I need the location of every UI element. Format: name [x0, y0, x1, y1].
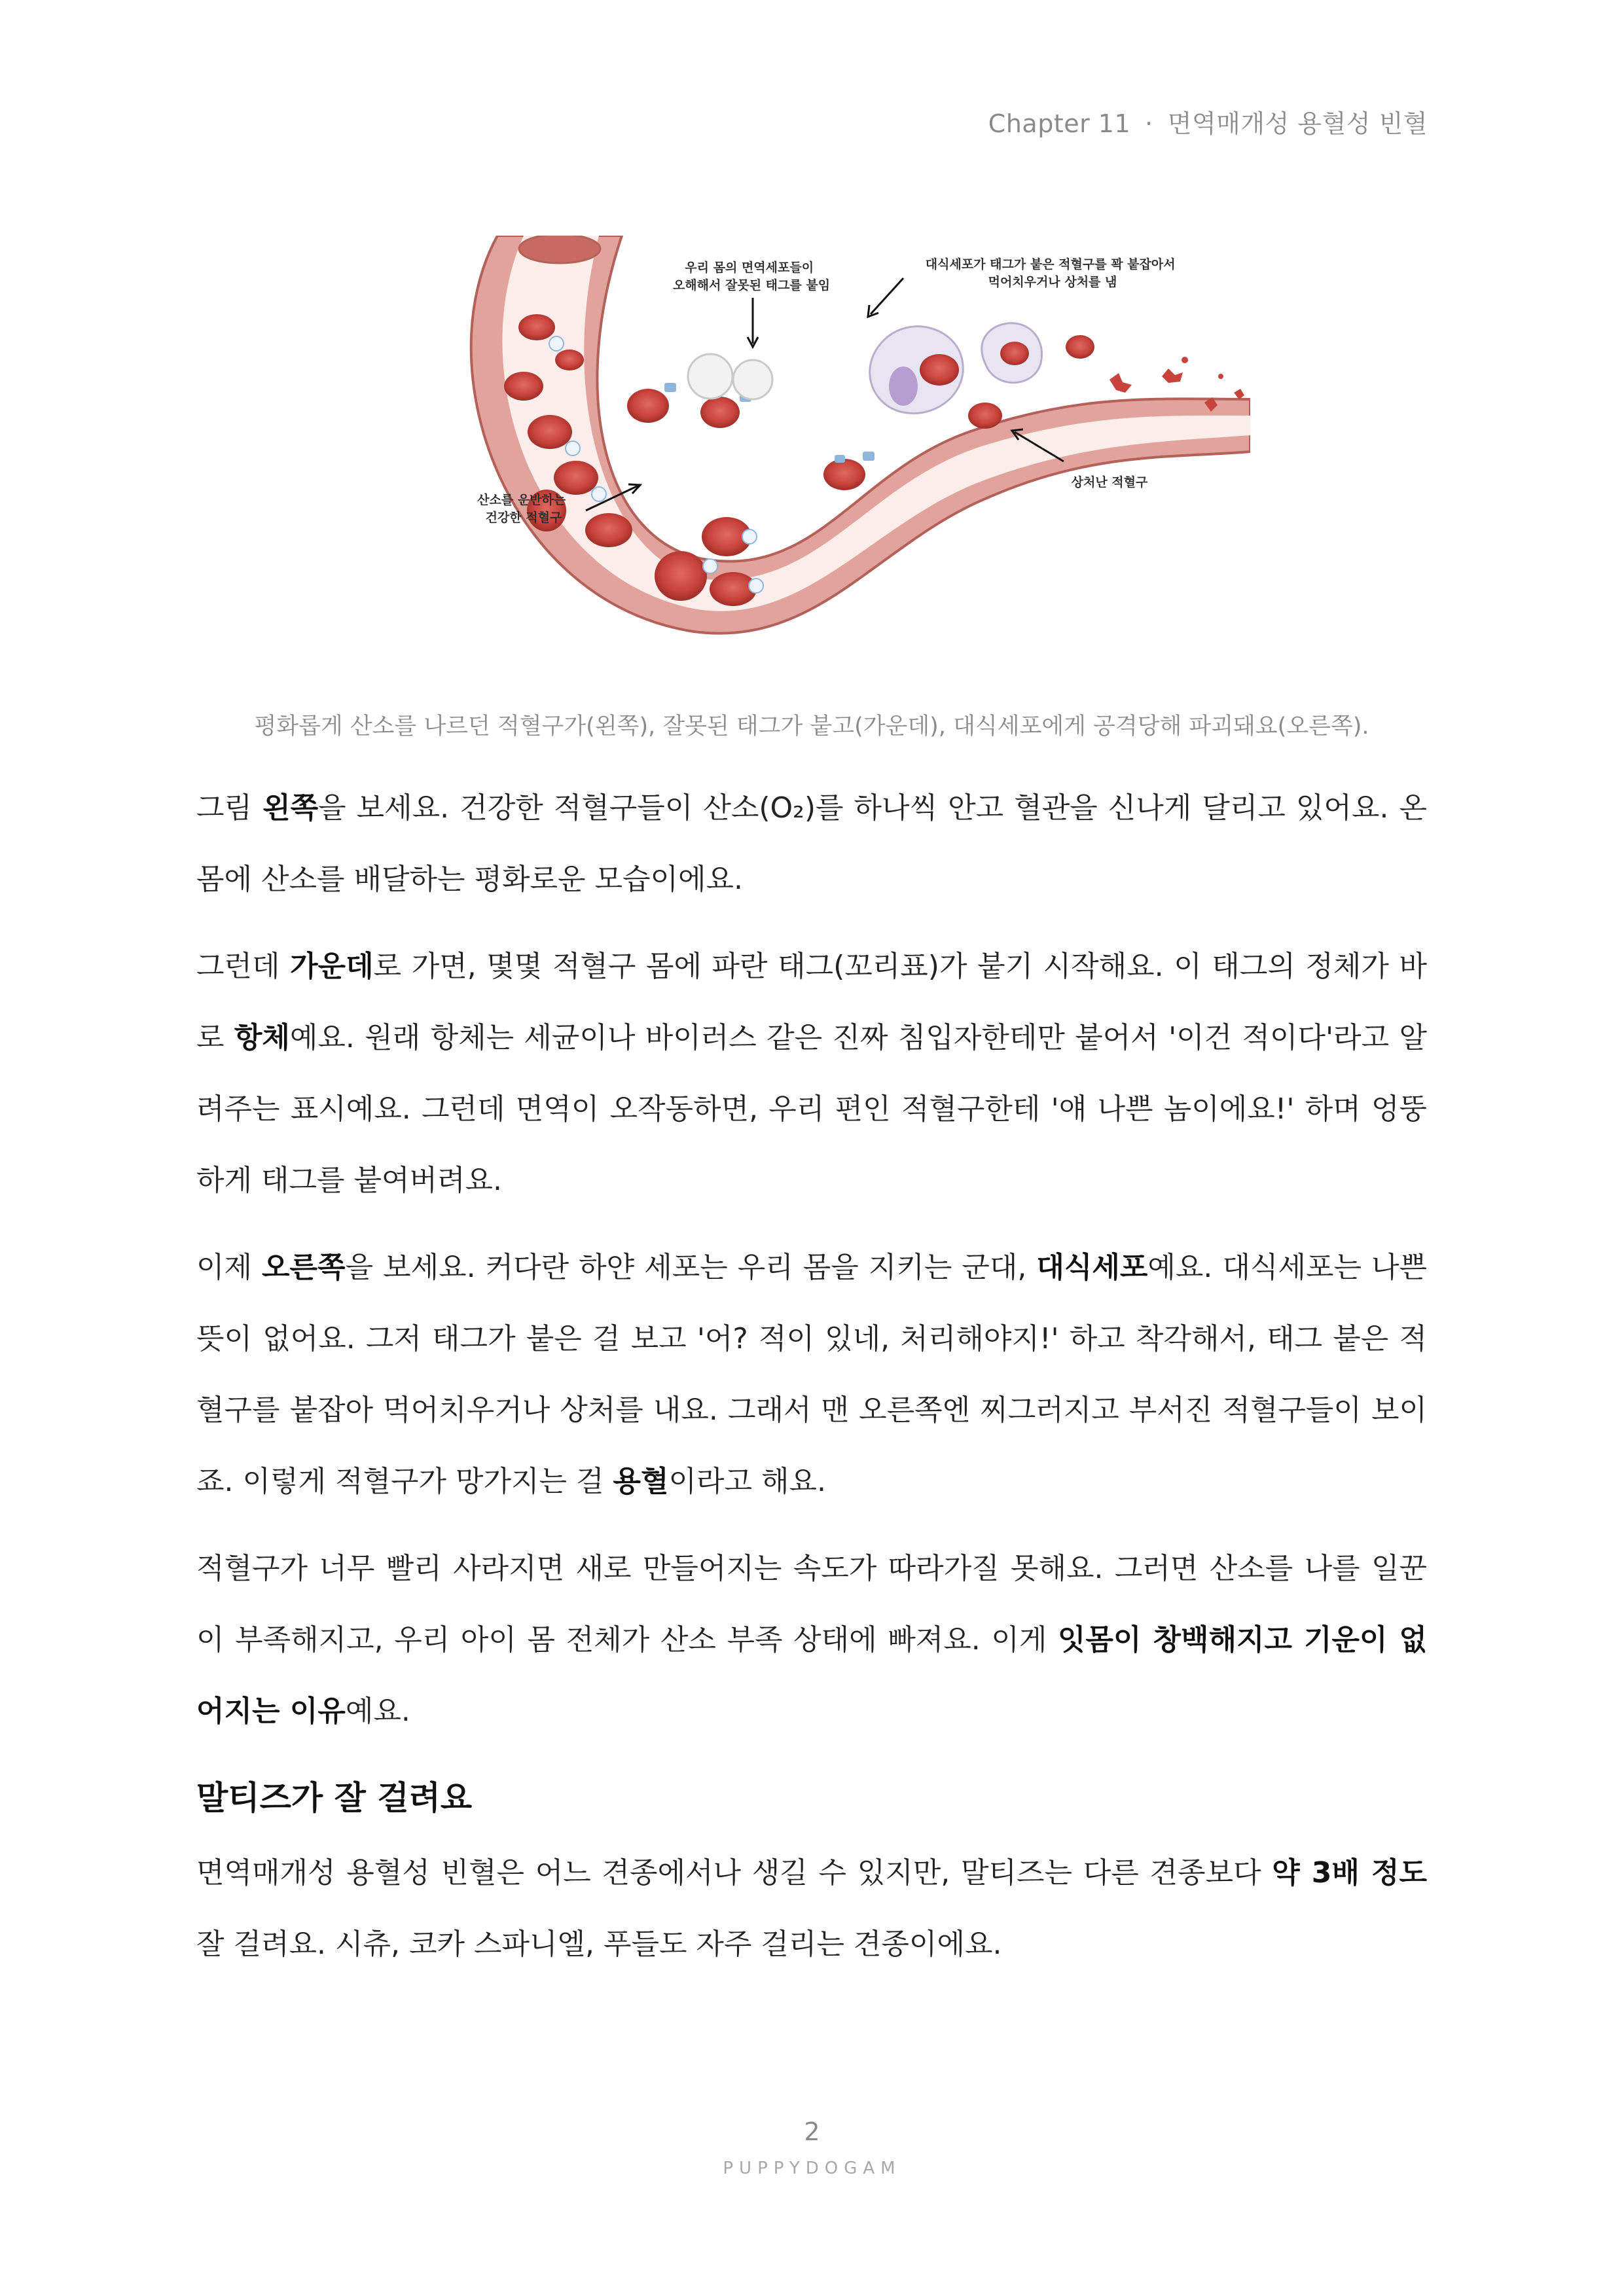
body-content — [196, 772, 1427, 1996]
figure-caption: 평화롭게 산소를 나르던 적혈구가(왼쪽), 잘못된 태그가 붙고(가운데), 대식세포에게 공격당해 파괴돼요(오른쪽). — [254, 713, 1369, 740]
figure-label-damaged: 상처난 적혈구 — [1071, 475, 1148, 490]
paragraph-right: 이제 오른쪽을 보세요. 커다란 하얀 세포는 우리 몸을 지키는 군대, 대식세포예요. 대식세포는 나쁜 뜻이 없어요. 그저 태그가 붙은 걸 보고 '어? 적이 있네, 처리해야지!' 하고 착각해서, 태그 붙은 적혈구를 붙잡아 먹어치우거나 상처를 내요. 그래서 맨 오른쪽엔 찌그러지고 부서진 적혈구들이 보이죠. 이렇게 적혈구가 망가지는 걸 용혈이라고 해요. — [196, 1251, 1428, 1498]
paragraph-maltese: 면역매개성 용혈성 빈혈은 어느 견종에서나 생길 수 있지만, 말티즈는 다른 견종보다 약 3배 정도 잘 걸려요. 시츄, 코카 스파니엘, 푸들도 자주 걸리는 견종이에요. — [196, 1856, 1427, 1961]
paragraph-anemia: 적혈구가 너무 빨리 사라지면 새로 만들어지는 속도가 따라가질 못해요. 그러면 산소를 나를 일꾼이 부족해지고, 우리 아이 몸 전체가 산소 부족 상태에 빠져요. 이게 잇몸이 창백해지고 기운이 없어지는 이유예요. — [196, 1552, 1427, 1728]
brand-footer: PUPPYDOGAM — [723, 2159, 901, 2178]
figure-label-macrophage: 대식세포가 태그가 붙은 적혈구를 꽉 붙잡아서 먹어치우거나 상처를 냄 — [925, 257, 1176, 289]
immune-cells — [688, 354, 772, 399]
chapter-label: Chapter 11 — [988, 109, 1131, 138]
blood-vessel-illustration — [452, 236, 1250, 661]
header-separator: · — [1145, 109, 1153, 138]
figure-label-immune: 우리 몸의 면역세포들이 오해해서 잘못된 태그를 붙임 — [672, 260, 831, 293]
paragraph-left: 그림 왼쪽을 보세요. 건강한 적혈구들이 산소(O₂)를 하나씩 안고 혈관을 신나게 달리고 있어요. 온몸에 산소를 배달하는 평화로운 모습이에요. — [196, 791, 1427, 896]
chapter-title: 면역매개성 용혈성 빈혈 — [1167, 109, 1428, 138]
paragraph-middle: 그런데 가운데로 가면, 몇몇 적혈구 몸에 파란 태그(꼬리표)가 붙기 시작해요. 이 태그의 정체가 바로 항체예요. 원래 항체는 세균이나 바이러스 같은 진짜 침입자한테만 붙어서 '이건 적이다'라고 알려주는 표시예요. 그런데 면역이 오작동하면, 우리 편인 적혈구한테 '얘 나쁜 놈이에요!' 하며 엉뚱하게 태그를 붙여버려요. — [196, 950, 1427, 1197]
running-header — [988, 103, 1428, 139]
figure-label-healthy: 산소를 운반하는 건강한 적혈구 — [477, 493, 566, 525]
page-number: 2 — [804, 2117, 820, 2146]
section-heading: 말티즈가 잘 걸려요 — [196, 1779, 473, 1817]
